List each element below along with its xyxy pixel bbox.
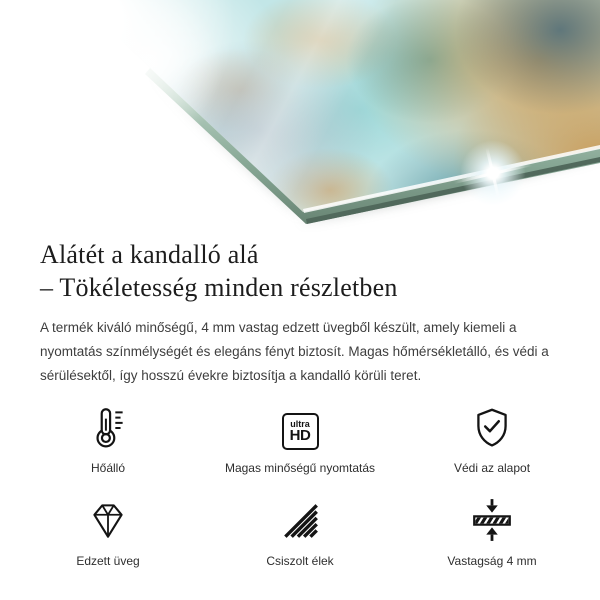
feature-grid — [0, 404, 600, 568]
polished-edges-icon — [277, 497, 323, 543]
feature-heat-resistant — [12, 404, 204, 475]
page-title — [40, 238, 560, 304]
glass-panel-artwork — [0, 0, 600, 232]
feature-polished-edges — [204, 497, 396, 568]
feature-label: Edzett üveg — [76, 554, 140, 568]
product-description-text: A termék kiváló minőségű, 4 mm vastag edzett üvegből készült, amely kiemeli a nyomtatás színmélységét és elegáns fényt biztosít. Magas hőmérsékletálló, és védi a sérülésektől, így hosszú évekre biztosítja a kandalló körüli teret. — [40, 320, 549, 383]
thickness-icon — [469, 497, 515, 543]
feature-label: Magas minőségű nyomtatás — [224, 461, 376, 475]
page-title-line2: – Tökéletesség minden részletben — [40, 273, 398, 302]
product-description-section — [0, 238, 600, 388]
feature-ultra-hd-print — [204, 404, 396, 475]
product-hero-image — [0, 0, 600, 232]
feature-thickness — [396, 497, 588, 568]
feature-label: Vastagság 4 mm — [447, 554, 537, 568]
thermometer-icon — [85, 404, 131, 450]
feature-label: Védi az alapot — [453, 461, 531, 475]
feature-protects-base — [396, 404, 588, 475]
ultra-hd-icon: ultra HD — [282, 413, 319, 450]
diamond-icon — [85, 497, 131, 543]
feature-label: Csiszolt élek — [266, 554, 334, 568]
feature-tempered-glass — [12, 497, 204, 568]
feature-label: Hőálló — [90, 461, 126, 475]
page-title-line1: Alátét a kandalló alá — [40, 240, 259, 269]
shield-check-icon — [469, 404, 515, 450]
